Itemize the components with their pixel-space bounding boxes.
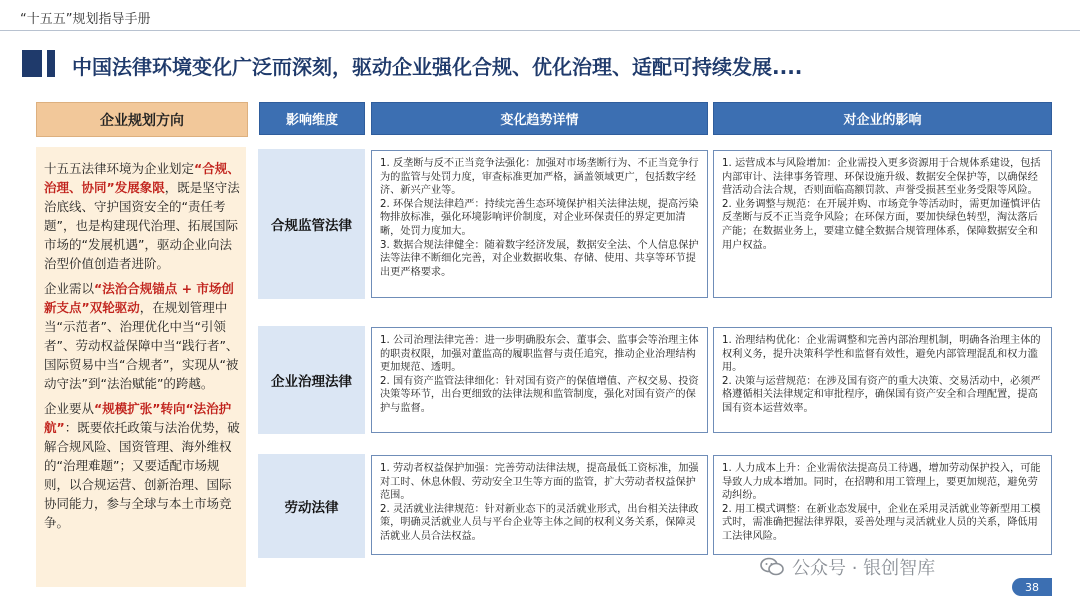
left-p2-text-a: 企业需以: [44, 281, 95, 296]
impact-item: 2. 用工模式调整：在新业态发展中，企业在采用灵活就业等新型用工模式时，需准确把握法律界限，妥善处理与灵活就业人员的关系，降低用工法律风险。: [722, 503, 1041, 542]
page-number: 38: [1012, 578, 1052, 596]
row-dimension-compliance: 合规监管法律: [258, 146, 365, 299]
row-dimension-labor: 劳动法律: [258, 451, 365, 558]
trend-item: 3. 数据合规法律健全：随着数字经济发展，数据安全法、个人信息保护法等法律不断细化完善，对企业数据收集、存储、使用、共享等环节提出更严格要求。: [380, 239, 699, 278]
trend-item: 2. 环保合规法律趋严：持续完善生态环境保护相关法律法规，提高污染物排放标准，强化环境影响评价制度，对企业环保责任的界定更加清晰，处罚力度加大。: [380, 198, 699, 237]
title-accent-bar-thin: [47, 50, 55, 77]
row-impact-labor: [713, 455, 1052, 555]
watermark-text: 公众号 · 银创智库: [792, 558, 936, 579]
row-trend-governance: [371, 327, 708, 433]
row-trend-compliance: [371, 150, 708, 298]
left-p1-text-c: ，既是坚守法治底线、守护国资安全的“责任考题”，也是构建现代治理、拓展国际市场的“发展机遇”，驱动企业向法治型价值创造者进阶。: [44, 180, 240, 271]
title-accent-bar: [22, 50, 42, 77]
trend-item: 2. 国有资产监管法律细化：针对国有资产的保值增值、产权交易、投资决策等环节，出台更细致的法律法规和监管制度，强化对国有资产的保护与监督。: [380, 375, 699, 414]
row-dimension-governance: 企业治理法律: [258, 323, 365, 434]
left-p2-highlight: “法治合规锚点 + 市场创新支点”双轮驱动: [44, 281, 234, 315]
left-column-header: 企业规划方向: [36, 102, 248, 137]
left-p1-text-a: 十五五法律环境为企业划定: [44, 161, 195, 176]
wechat-icon: [760, 557, 784, 577]
left-paragraph-1: [44, 159, 240, 273]
row-trend-labor: [371, 455, 708, 555]
row-impact-compliance: [713, 150, 1052, 298]
table-header-impact: 对企业的影响: [713, 102, 1052, 135]
left-paragraph-2: [44, 279, 240, 393]
left-p3-text-c: ：既要依托政策与法治优势，破解合规风险、国资管理、海外维权的“治理难题”；又要适配市场规则，以合规运营、创新治理、国际协同能力，参与全球与本土市场竞争。: [44, 420, 240, 530]
page-title: 中国法律环境变化广泛而深刻，驱动企业强化合规、优化治理、适配可持续发展....: [72, 55, 803, 79]
impact-item: 1. 人力成本上升：企业需依法提高员工待遇，增加劳动保护投入，可能导致人力成本增加。同时，在招聘和用工管理上，要更加规范，避免劳动纠纷。: [722, 463, 1041, 502]
trend-item: 2. 灵活就业法律规范：针对新业态下的灵活就业形式，出台相关法律政策，明确灵活就业人员与平台企业等主体之间的权利义务关系，保障灵活就业人员合法权益。: [380, 503, 699, 542]
row-impact-governance: [713, 327, 1052, 433]
impact-item: 1. 治理结构优化：企业需调整和完善内部治理机制，明确各治理主体的权利义务，提升决策科学性和监督有效性，避免内部管理混乱和权力滥用。: [722, 335, 1041, 374]
left-p3-highlight: “规模扩张”转向“法治护航”: [44, 401, 232, 435]
left-paragraph-3: [44, 399, 240, 532]
trend-item: 1. 公司治理法律完善：进一步明确股东会、董事会、监事会等治理主体的职责权限，加强对董监高的履职监督与责任追究，推动企业治理结构更加规范、透明。: [380, 335, 699, 374]
impact-item: 2. 业务调整与规范：在开展并购、市场竞争等活动时，需更加谨慎评估反垄断与反不正当竞争风险；在环保方面，要加快绿色转型，淘汰落后产能；在数据业务上，要建立健全数据合规管理体系，保障数据安全和用户权益。: [722, 198, 1041, 251]
left-p3-text-a: 企业要从: [44, 401, 95, 416]
impact-item: 2. 决策与运营规范：在涉及国有资产的重大决策、交易活动中，必须严格遵循相关法律规定和审批程序，确保国有资产安全和合理配置，提高国有资本运营效率。: [722, 375, 1041, 414]
trend-item: 1. 反垄断与反不正当竞争法强化：加强对市场垄断行为、不正当竞争行为的监管与处罚力度，审查标准更加严格，涵盖领域更广，包括数字经济、新兴产业等。: [380, 158, 699, 197]
impact-item: 1. 运营成本与风险增加：企业需投入更多资源用于合规体系建设，包括内部审计、法律事务管理、环保设施升级、数据安全保护等，以确保经营活动合法合规，否则面临高额罚款、声誉受损甚至业务受限等风险。: [722, 158, 1041, 197]
left-p2-text-c: ，在规划管理中当“示范者”、治理优化中当“引领者”、劳动权益保障中当“践行者”、国际贸易中当“合规者”，实现从“被动守法”到“法治赋能”的跨越。: [44, 300, 239, 391]
document-label: “十五五”规划指导手册: [20, 12, 151, 27]
trend-item: 1. 劳动者权益保护加强：完善劳动法律法规，提高最低工资标准，加强对工时、休息休假、劳动安全卫生等方面的监管，扩大劳动者权益保护范围。: [380, 463, 699, 502]
left-column-body: [36, 147, 246, 587]
table-header-dimension: 影响维度: [259, 102, 365, 135]
table-header-trend: 变化趋势详情: [371, 102, 708, 135]
watermark: [760, 554, 935, 580]
left-p1-highlight: “合规、治理、协同”发展象限: [44, 161, 240, 195]
header-divider: [0, 30, 1080, 31]
